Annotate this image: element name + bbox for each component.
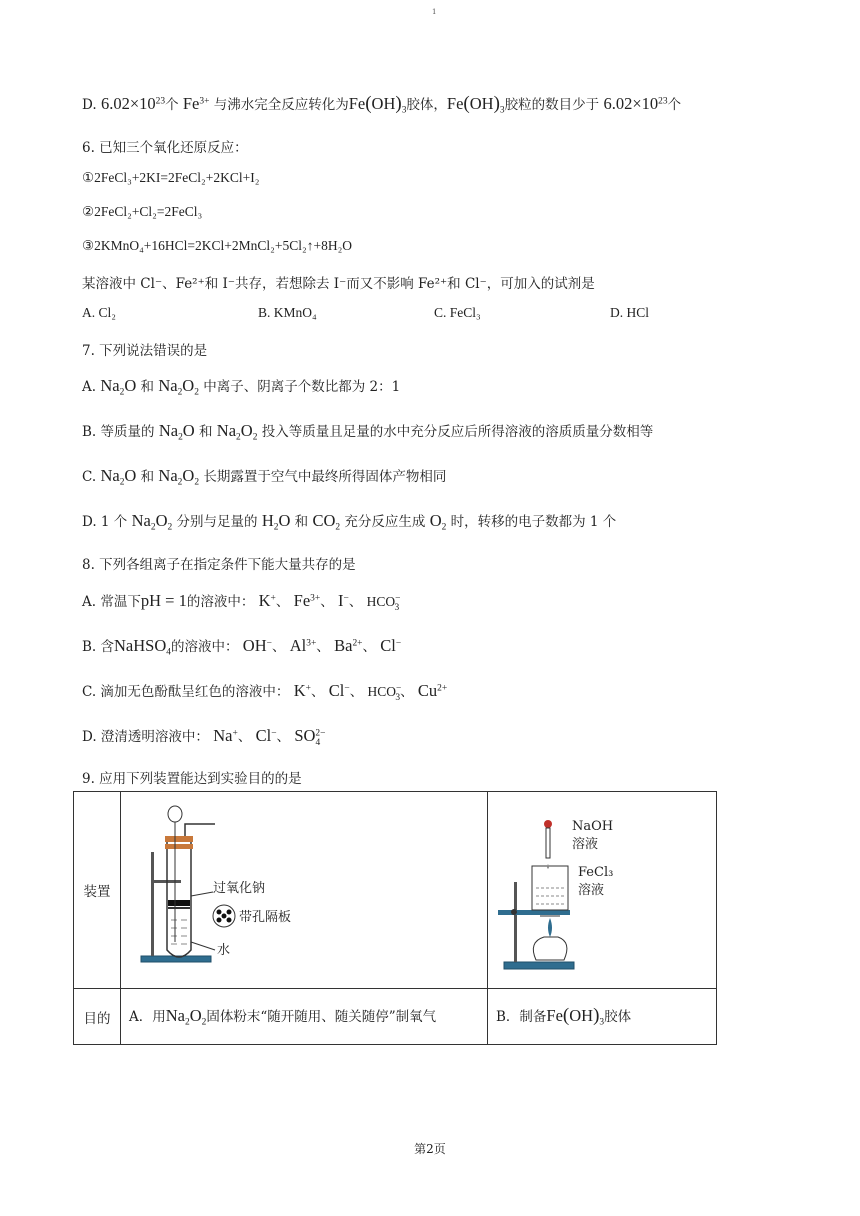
q6-option-c: C. FeCl₃ xyxy=(434,305,481,320)
q9-stem: 9. 应用下列装置能达到实验目的的是 xyxy=(82,771,302,787)
figure-a-apparatus xyxy=(121,792,487,984)
apparatus-table xyxy=(73,791,717,1045)
q6-question: 某溶液中 Cl⁻、Fe²⁺和 I⁻共存，若想除去 I⁻而又不影响 Fe²⁺和 Cl⁻，可加入的试剂是 xyxy=(82,276,595,292)
q6-option-b: B. KMnO₄ xyxy=(258,305,317,320)
q6-reaction-1: ①2FeCl₃+2KI=2FeCl₂+2KCl+I₂ xyxy=(82,170,260,185)
q6-option-a: A. Cl₂ xyxy=(82,305,116,320)
label-naoh: NaOH xyxy=(572,819,614,834)
option-a-purpose: A．用$Na_2O_2$固体粉末“随开随用、随关随停”制氧气 xyxy=(121,989,488,1045)
figure-a-cell xyxy=(121,792,488,989)
q5-option-d: D. $6.02\times 10^{23}$个 $Fe^{3+}$ 与沸水完全反应转化为$Fe(OH)_3$胶体，$Fe(OH)_3$胶粒的数目少于 $6.02\times 10^{23}$个 xyxy=(82,93,682,116)
q8-stem: 8. 下列各组离子在指定条件下能大量共存的是 xyxy=(82,557,356,573)
option-b-purpose: B．制备$Fe(OH)_3$胶体 xyxy=(488,989,717,1045)
label-porous-plate: 带孔隔板 xyxy=(239,910,292,925)
label-fecl3: FeCl₃ xyxy=(578,865,614,880)
q6-reaction-3: ③2KMnO₄+16HCl=2KCl+2MnCl₂+5Cl₂↑+8H₂O xyxy=(82,238,353,253)
label-water: 水 xyxy=(217,943,231,958)
row-label-apparatus: 装置 xyxy=(74,792,121,989)
q7-option-a: A. $Na_2O$ 和 $Na_2O_2$ 中离子、阴离子个数比都为 2：1 xyxy=(82,376,401,398)
figure-b-apparatus xyxy=(488,792,716,984)
label-sodium-peroxide: 过氧化钠 xyxy=(213,881,266,896)
q7-stem: 7. 下列说法错误的是 xyxy=(82,343,208,359)
q6-stem: 6. 已知三个氧化还原反应： xyxy=(82,140,248,156)
page-mark: 1 xyxy=(432,8,437,16)
q8-option-c: C. 滴加无色酚酞呈红色的溶液中： K+、 Cl−、 $HCO^-_3$、 $Cu^{2+}$ xyxy=(82,681,448,703)
row-label-purpose: 目的 xyxy=(74,989,121,1045)
page-number: 第2页 xyxy=(414,1142,446,1156)
q8-option-a: A. 常温下pH = 1的溶液中： K+、 $Fe^{3+}$、 I−、 $HCO^-_3$ xyxy=(82,591,401,613)
q6-reaction-2: ②2FeCl₂+Cl₂=2FeCl₃ xyxy=(82,204,203,219)
q8-option-d: D. 澄清透明溶液中： Na+、 Cl−、 $SO^{2-}_4$ xyxy=(82,726,326,748)
figure-b-cell xyxy=(488,792,717,989)
q8-option-b: B. 含NaHSO$_4$的溶液中： OH−、 $Al^{3+}$、 $Ba^{2+}$、 Cl− xyxy=(82,636,402,658)
q7-option-d: D. 1 个 $Na_2O_2$ 分别与足量的 $H_2O$ 和 $CO_2$ 充分反应生成 $O_2$ 时，转移的电子数都为 1 个 xyxy=(82,511,617,533)
label-solution-1: 溶液 xyxy=(572,837,599,852)
q6-option-d: D. HCl xyxy=(610,305,650,320)
label-solution-2: 溶液 xyxy=(578,883,605,898)
q7-option-c: C. $Na_2O$ 和 $Na_2O_2$ 长期露置于空气中最终所得固体产物相同 xyxy=(82,466,447,488)
q7-option-b: B. 等质量的 $Na_2O$ 和 $Na_2O_2$ 投入等质量且足量的水中充分反应后所得溶液的溶质质量分数相等 xyxy=(82,421,654,443)
